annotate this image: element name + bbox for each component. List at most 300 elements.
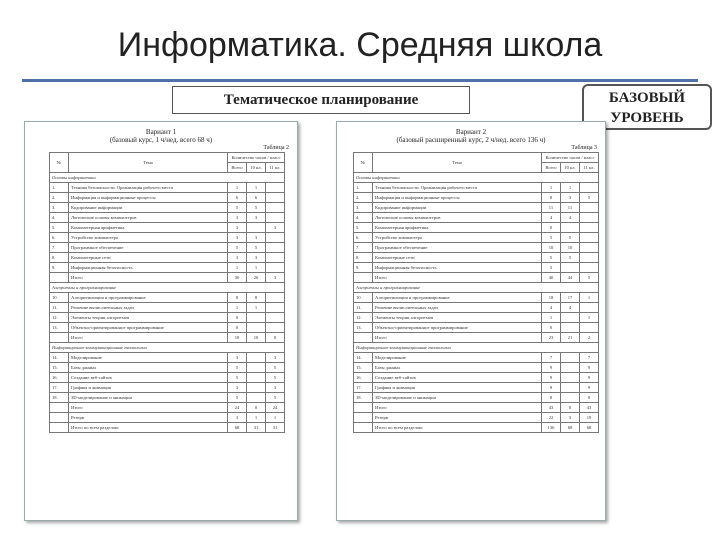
table-row [354,293,599,303]
row-number: 10. [50,293,69,303]
row-number: 10. [354,293,373,303]
variant2-page [336,121,606,521]
row-number: 16. [50,373,69,383]
row-grade11 [266,243,285,253]
row-topic: Объектно-ориентированное программирование [373,323,542,333]
row-number: 16. [354,373,373,383]
table-row [354,353,599,363]
subtotal-grade11: 43 [580,403,599,413]
subtotal-total: 24 [228,403,247,413]
row-grade10: 1 [247,263,266,273]
grand-total-row-grade11: 68 [580,423,599,433]
row-number: 8. [50,253,69,263]
row-grade10: 3 [247,233,266,243]
table-row [354,323,599,333]
col-grade11-header: 11 кл. [580,163,599,173]
subtotal-row [50,273,285,283]
row-grade11 [266,303,285,313]
col-total-header: Всего [228,163,247,173]
row-topic: Создание веб-сайтов [373,373,542,383]
row-total: 8 [228,293,247,303]
row-total: 5 [542,253,561,263]
row-grade10 [561,313,580,323]
row-grade10 [561,353,580,363]
row-topic: Моделирование [69,353,228,363]
grand-total-row-grade10: 31 [247,423,266,433]
row-grade10 [247,313,266,323]
subtotal-total: 40 [542,273,561,283]
row-number: 4. [354,213,373,223]
section-row [354,343,599,353]
row-grade11 [580,263,599,273]
row-total: 0 [542,323,561,333]
row-topic: Логические основы компьютеров [69,213,228,223]
table-row [354,383,599,393]
subtitle-box: Тематическое планирование [172,86,470,114]
badge-line-1: БАЗОВЫЙ [608,90,686,106]
table-row [50,233,285,243]
row-number [354,273,373,283]
table-row [354,233,599,243]
row-topic: 3D-моделирование и анимация [69,393,228,403]
subtotal-grade10: 21 [561,333,580,343]
row-number: 6. [50,233,69,243]
row-topic: Компьютерная арифметика [69,223,228,233]
table-row [50,313,285,323]
col-total-header: Всего [542,163,561,173]
row-number [354,403,373,413]
grand-total-row [354,423,599,433]
row-number: 2. [50,193,69,203]
row-grade11 [266,263,285,273]
reserve-row-grade10: 1 [247,413,266,423]
row-number: 4. [50,213,69,223]
row-total: 5 [542,263,561,273]
row-number: 11. [50,303,69,313]
subtotal-row [354,273,599,283]
col-num-header: № [50,153,69,173]
row-topic: 3D-моделирование и анимация [373,393,542,403]
row-topic: Кодирование информации [373,203,542,213]
subtotal-row [354,333,599,343]
table-row [354,253,599,263]
section-title: Алгоритмы и программирование [354,283,599,293]
row-grade10 [561,323,580,333]
variant1-course: (базовый курс, 1 ч/нед. всего 68 ч) [109,136,213,144]
row-topic: Базы данных [373,363,542,373]
row-grade10: 10 [561,243,580,253]
slide-title: Информатика. Средняя школа [117,26,603,64]
row-grade11 [580,223,599,233]
row-topic: Элементы теории алгоритмов [373,313,542,323]
subtotal-label: Итого [373,333,542,343]
row-number: 15. [354,363,373,373]
col-topic-header: Тема [69,153,228,173]
row-grade10: 1 [561,183,580,193]
row-number: 6. [354,233,373,243]
table-row [354,243,599,253]
row-grade11: 1 [580,313,599,323]
col-topic-header: Тема [373,153,542,173]
table-row [354,203,599,213]
row-grade11 [580,253,599,263]
row-total: 7 [542,353,561,363]
row-grade11 [266,293,285,303]
row-number: 2. [354,193,373,203]
row-grade10: 17 [561,293,580,303]
subtotal-grade11: 5 [580,273,599,283]
row-number: 13. [50,323,69,333]
row-total: 1 [542,313,561,323]
row-topic: Техника безопасности. Организация рабочего места [69,183,228,193]
row-grade11 [580,233,599,243]
subtotal-total: 23 [542,333,561,343]
row-topic: Кодирование информации [69,203,228,213]
row-grade11 [580,183,599,193]
row-topic: Создание веб-сайтов [69,373,228,383]
row-grade10: 5 [561,233,580,243]
row-number [50,403,69,413]
section-title: Алгоритмы и программирование [50,283,285,293]
subtotal-row [50,403,285,413]
table-row [354,303,599,313]
row-total: 1 [228,263,247,273]
row-grade11: 3 [266,383,285,393]
table-row [50,323,285,333]
row-grade10 [561,263,580,273]
section-title: Информационно-коммуникационные технологии [50,343,285,353]
row-grade10: 8 [247,293,266,303]
row-number: 12. [354,313,373,323]
table-row [50,223,285,233]
row-total: 4 [542,303,561,313]
grand-total-row-grade11: 31 [266,423,285,433]
row-topic: Устройство компьютера [373,233,542,243]
subtotal-grade11: 0 [266,333,285,343]
col-hours-header: Количество часов / класс [542,153,599,163]
row-topic: Компьютерные сети [69,253,228,263]
row-total: 11 [542,203,561,213]
row-grade10 [561,373,580,383]
table-row [354,263,599,273]
table-row [50,303,285,313]
section-row [354,283,599,293]
row-number: 17. [354,383,373,393]
row-grade10: 3 [247,213,266,223]
row-total: 3 [228,383,247,393]
subtotal-row [354,403,599,413]
variant1-title: Вариант 1 [145,128,177,136]
reserve-row-label: Резерв [373,413,542,423]
reserve-row-label: Резерв [69,413,228,423]
table-header-row [50,153,285,163]
row-number: 5. [50,223,69,233]
row-total: 18 [542,293,561,303]
section-title: Основы информатики [50,173,285,183]
row-number: 9. [50,263,69,273]
row-grade11: 3 [266,223,285,233]
row-grade10: 4 [561,303,580,313]
row-number: 3. [354,203,373,213]
row-number: 7. [354,243,373,253]
row-total: 5 [228,243,247,253]
row-total: 3 [228,233,247,243]
row-topic: Решение вычислительных задач [69,303,228,313]
table-row [50,213,285,223]
row-grade11: 3 [266,353,285,363]
subtotal-total: 43 [542,403,561,413]
row-number: 15. [50,363,69,373]
row-number: 18. [50,393,69,403]
row-grade10 [247,323,266,333]
row-grade10: 6 [247,193,266,203]
row-grade11 [266,183,285,193]
reserve-row-grade11: 1 [266,413,285,423]
row-topic: Моделирование [373,353,542,363]
row-number [50,423,69,433]
table-row [354,393,599,403]
section-row [354,173,599,183]
row-topic: Техника безопасности. Организация рабочего места [373,183,542,193]
row-grade11 [580,323,599,333]
table-row [354,223,599,233]
variant2-course: (базовый расширенный курс, 2 ч/нед. всего 136 ч) [396,136,546,144]
row-total: 3 [228,353,247,363]
row-topic: Решение вычислительных задач [373,303,542,313]
col-grade10-header: 10 кл. [561,163,580,173]
col-num-header: № [354,153,373,173]
table-row [50,263,285,273]
row-grade10: 1 [247,303,266,313]
row-number: 12. [50,313,69,323]
table-row [354,313,599,323]
variant2-table-number: Таблица 3 [571,145,597,151]
row-grade10: 11 [561,203,580,213]
subtotal-grade10: 44 [561,273,580,283]
row-number [354,413,373,423]
variant1-table [49,152,285,433]
table-row [354,193,599,203]
row-total: 5 [228,373,247,383]
section-row [50,343,285,353]
row-topic: Информация и информационные процессы [69,193,228,203]
grand-total-row-label: Итого по всем разделам: [373,423,542,433]
row-topic: Графика и анимация [69,383,228,393]
row-grade11 [266,313,285,323]
col-grade11-header: 11 кл. [266,163,285,173]
row-grade10 [247,383,266,393]
row-grade11 [266,193,285,203]
row-number: 17. [50,383,69,393]
variant2-title: Вариант 2 [455,128,487,136]
row-topic: Компьютерные сети [373,253,542,263]
row-number: 9. [354,263,373,273]
row-number: 14. [50,353,69,363]
table-header-row [354,153,599,163]
row-grade11 [580,243,599,253]
subtotal-total: 10 [228,333,247,343]
subtotal-label: Итого [373,403,542,413]
row-grade11 [266,323,285,333]
row-number: 7. [50,243,69,253]
row-grade11: 8 [580,393,599,403]
row-number [354,423,373,433]
row-total: 3 [228,253,247,263]
subtotal-grade10: 10 [247,333,266,343]
row-total: 4 [542,213,561,223]
row-number [50,333,69,343]
row-grade10: 5 [247,243,266,253]
row-grade10 [247,223,266,233]
row-total: 1 [542,183,561,193]
subtotal-grade10: 26 [247,273,266,283]
row-total: 5 [228,393,247,403]
row-total: 8 [542,393,561,403]
row-total: 8 [542,193,561,203]
row-grade11: 5 [266,373,285,383]
row-total: 3 [228,213,247,223]
table-row [354,183,599,193]
table-row [50,393,285,403]
row-grade10 [247,373,266,383]
row-topic: Программное обеспечение [69,243,228,253]
row-total: 10 [542,243,561,253]
reserve-row-grade10: 3 [561,413,580,423]
row-number: 13. [354,323,373,333]
table-row [50,373,285,383]
subtotal-label: Итого [69,273,228,283]
table-row [50,193,285,203]
row-total: 5 [542,233,561,243]
reserve-row-grade11: 19 [580,413,599,423]
subtotal-label: Итого [373,273,542,283]
row-topic: Информация и информационные процессы [373,193,542,203]
subtotal-label: Итого [69,403,228,413]
row-total: 9 [542,363,561,373]
row-topic: Объектно-ориентированное программирование [69,323,228,333]
row-grade11 [266,233,285,243]
row-number: 1. [354,183,373,193]
col-grade10-header: 10 кл. [247,163,266,173]
row-grade11: 9 [580,373,599,383]
row-number: 18. [354,393,373,403]
subtotal-row [50,333,285,343]
row-grade10 [561,223,580,233]
row-grade10 [561,383,580,393]
row-number: 1. [50,183,69,193]
row-number [354,333,373,343]
row-grade10: 1 [247,183,266,193]
row-topic: Алгоритмизация и программирование [69,293,228,303]
subtotal-label: Итого [69,333,228,343]
row-grade11 [266,213,285,223]
row-total: 5 [228,363,247,373]
table-row [50,203,285,213]
row-topic: Элементы теории алгоритмов [69,313,228,323]
reserve-row [50,413,285,423]
row-total: 3 [228,223,247,233]
section-row [50,173,285,183]
variant1-page [24,121,298,521]
row-grade10: 4 [561,213,580,223]
reserve-row [354,413,599,423]
row-grade11 [266,253,285,263]
row-grade11: 9 [580,363,599,373]
badge-line-2: УРОВЕНЬ [610,110,684,126]
row-grade11: 5 [266,363,285,373]
row-grade10: 5 [561,253,580,263]
section-title: Основы информатики [354,173,599,183]
row-grade10: 3 [561,193,580,203]
row-topic: Базы данных [69,363,228,373]
table-row [50,253,285,263]
row-topic: Информационная безопасность [69,263,228,273]
row-topic: Компьютерная арифметика [373,223,542,233]
row-number [50,273,69,283]
row-grade11: 1 [580,293,599,303]
row-grade11: 9 [580,383,599,393]
grand-total-row-total: 68 [228,423,247,433]
row-grade11 [580,303,599,313]
table-row [354,363,599,373]
row-grade11: 5 [580,193,599,203]
table-row [50,243,285,253]
row-grade10 [247,393,266,403]
variant1-table-number: Таблица 2 [263,145,289,151]
row-topic: Логические основы компьютеров [373,213,542,223]
row-grade11 [580,203,599,213]
row-topic: Графика и анимация [373,383,542,393]
row-grade11 [580,213,599,223]
grand-total-row-grade10: 68 [561,423,580,433]
row-grade11: 7 [580,353,599,363]
subtotal-total: 30 [228,273,247,283]
row-grade11 [266,203,285,213]
row-total: 0 [228,313,247,323]
subtotal-grade11: 24 [266,403,285,413]
row-grade10 [247,353,266,363]
row-number: 5. [354,223,373,233]
row-total: 0 [542,223,561,233]
row-grade10: 3 [247,253,266,263]
row-topic: Информационная безопасность [373,263,542,273]
row-total: 9 [542,373,561,383]
row-grade10: 5 [247,203,266,213]
table-row [50,353,285,363]
reserve-row-total: 22 [542,413,561,423]
table-row [50,383,285,393]
row-topic: Алгоритмизация и программирование [373,293,542,303]
reserve-row-total: 3 [228,413,247,423]
row-grade10 [561,393,580,403]
title-underline [22,79,698,82]
row-total: 6 [228,193,247,203]
row-grade11: 5 [266,393,285,403]
row-number: 14. [354,353,373,363]
row-total: 1 [228,303,247,313]
table-row [50,293,285,303]
row-topic: Программное обеспечение [373,243,542,253]
variant2-table [353,152,599,433]
section-row [50,283,285,293]
table-row [354,213,599,223]
row-total: 9 [542,383,561,393]
row-number: 11. [354,303,373,313]
grand-total-row-total: 136 [542,423,561,433]
row-total: 1 [228,183,247,193]
subtotal-grade11: 2 [580,333,599,343]
grand-total-row [50,423,285,433]
